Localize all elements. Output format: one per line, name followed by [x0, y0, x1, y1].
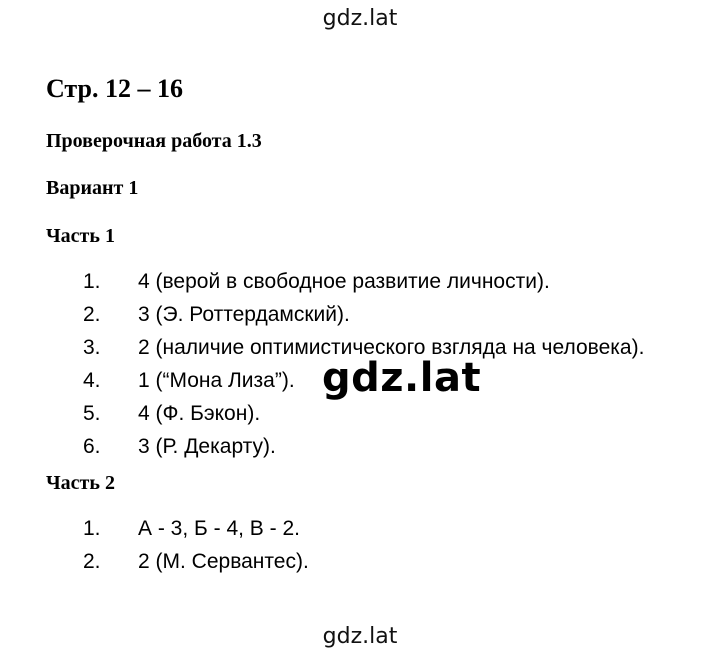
item-number: 1.: [83, 270, 101, 293]
item-number: 4.: [83, 369, 101, 392]
item-text: 2 (М. Сервантес).: [138, 550, 309, 573]
work-title: Проверочная работа 1.3: [46, 130, 262, 152]
list-item: [83, 512, 309, 545]
item-number: 1.: [83, 517, 101, 540]
item-text: А - 3, Б - 4, В - 2.: [138, 517, 300, 540]
list-item: [83, 430, 644, 463]
item-number: 5.: [83, 402, 101, 425]
item-text: 1 (“Мона Лиза”).: [138, 369, 295, 392]
part2-heading: Часть 2: [46, 472, 115, 494]
item-text: 4 (Ф. Бэкон).: [138, 402, 261, 425]
item-text: 3 (Р. Декарту).: [138, 435, 276, 458]
item-text: 3 (Э. Роттердамский).: [138, 303, 350, 326]
variant-heading: Вариант 1: [46, 177, 139, 199]
part1-heading: Часть 1: [46, 225, 115, 247]
list-item: [83, 397, 644, 430]
item-number: 3.: [83, 336, 101, 359]
item-text: 2 (наличие оптимистического взгляда на человека).: [138, 336, 645, 359]
watermark-top: gdz.lat: [322, 6, 398, 31]
item-text: 4 (верой в свободное развитие личности).: [138, 270, 550, 293]
list-item: [83, 545, 309, 578]
watermark-bottom: gdz.lat: [322, 624, 398, 649]
page-title: Стр. 12 – 16: [46, 74, 183, 103]
watermark-center: gdz.lat: [322, 355, 482, 401]
item-number: 2.: [83, 550, 101, 573]
list-item: [83, 298, 644, 331]
item-number: 6.: [83, 435, 101, 458]
part2-answer-list: [83, 512, 309, 578]
item-number: 2.: [83, 303, 101, 326]
list-item: [83, 265, 644, 298]
